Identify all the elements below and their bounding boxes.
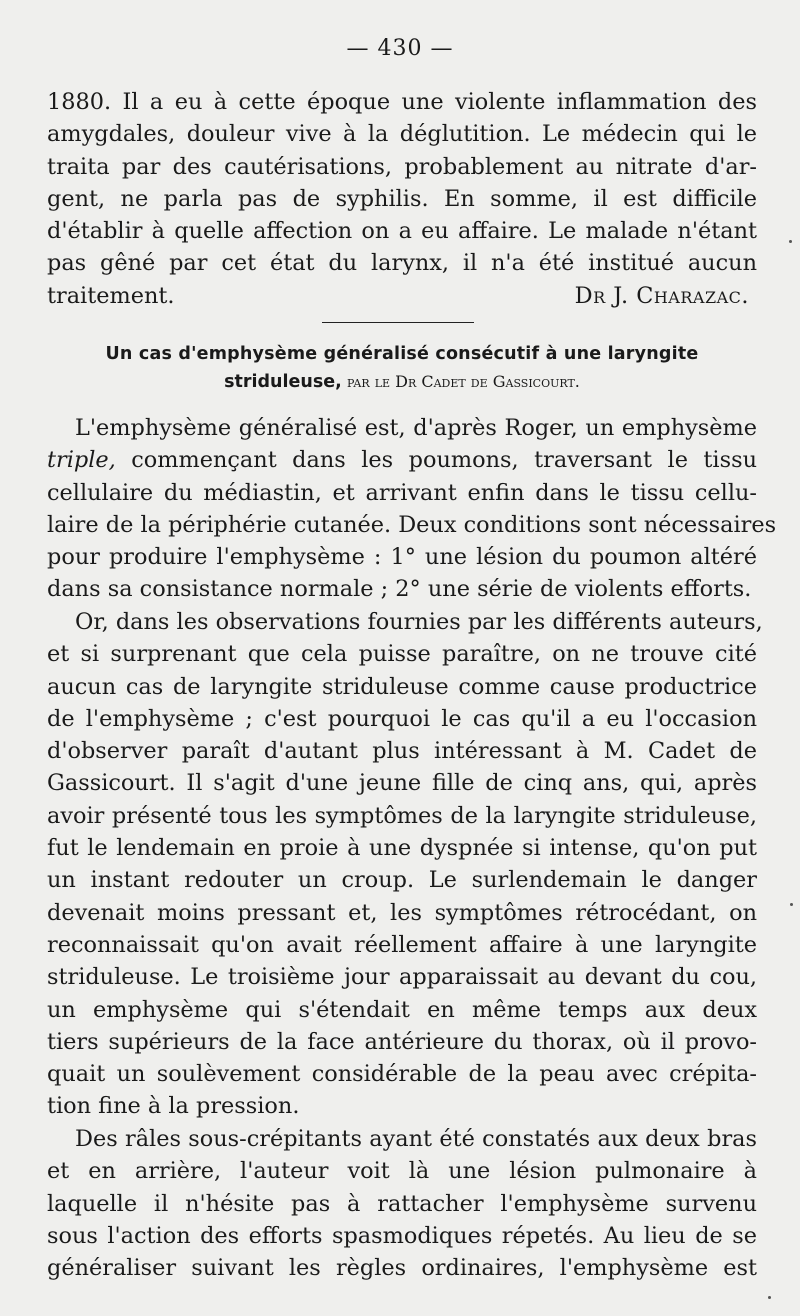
text-line: dans sa consistance normale ; 2° une série de violents efforts. (47, 576, 752, 603)
text-line: fut le lendemain en proie à une dyspnée si intense, qu'on put (47, 835, 757, 862)
text-line: cellulaire du médiastin, et arrivant enfin dans le tissu cellu- (47, 479, 757, 506)
article-title-continued (47, 372, 757, 392)
text-line: un emphysème qui s'étendait en même temps aux deux (47, 996, 757, 1023)
text-line: L'emphysème généralisé est, d'après Roger, un emphysème (75, 415, 757, 441)
article-title: Un cas d'emphysème généralisé consécutif à une laryngite (105, 344, 699, 364)
text-line: quait un soulèvement considérable de la peau avec crépita- (47, 1061, 757, 1088)
text-line: sous l'action des efforts spasmodiques répetés. Au lieu de se (47, 1222, 757, 1249)
emphasized-word: triple, (47, 447, 116, 474)
text-line: triple, commençant dans les poumons, traversant le tissu (47, 447, 757, 474)
article-byline: par le Dr Cadet de Gassicourt. (347, 372, 580, 391)
scan-speck (790, 903, 793, 906)
scan-speck (789, 240, 792, 243)
paragraph-3 (47, 1123, 757, 1284)
closing-word: traitement. (47, 282, 175, 309)
text-line: Or, dans les observations fournies par les différents auteurs, (75, 609, 763, 635)
text-line: d'observer paraît d'autant plus intéressant à M. Cadet de (47, 738, 757, 765)
article-title-end: striduleuse, (224, 372, 342, 392)
previous-article-paragraph (47, 86, 757, 312)
paragraph-1 (47, 412, 777, 606)
text-line: amygdales, douleur vive à la déglutition. Le médecin qui le (47, 121, 757, 148)
text-line: Des râles sous-crépitants ayant été constatés aux deux bras (75, 1126, 757, 1152)
text-line: gent, ne parla pas de syphilis. En somme, il est difficile (47, 185, 757, 212)
text-line: pas gêné par cet état du larynx, il n'a été institué aucun (47, 250, 757, 277)
text-line: laire de la périphérie cutanée. Deux conditions sont nécessaires (47, 511, 777, 538)
text-line: tion fine à la pression. (47, 1093, 300, 1120)
text-line: aucun cas de laryngite striduleuse comme cause productrice (47, 673, 757, 700)
closing-line (47, 280, 757, 312)
text-line: et si surprenant que cela puisse paraître, on ne trouve cité (47, 641, 757, 668)
text-line: un instant redouter un croup. Le surlendemain le danger (47, 867, 757, 894)
section-divider (322, 322, 474, 323)
text-line: Gassicourt. Il s'agit d'une jeune fille de cinq ans, qui, après (47, 770, 757, 797)
text-line: généraliser suivant les règles ordinaires, l'emphysème est (47, 1255, 757, 1282)
text-line: striduleuse. Le troisième jour apparaissait au devant du cou, (47, 964, 757, 991)
scan-speck (768, 1296, 771, 1299)
text-line: avoir présenté tous les symptômes de la laryngite striduleuse, (47, 802, 757, 829)
text-line: et en arrière, l'auteur voit là une lésion pulmonaire à (47, 1158, 757, 1185)
text-line: de l'emphysème ; c'est pourquoi le cas qu'il a eu l'occasion (47, 705, 757, 732)
text-line: tiers supérieurs de la face antérieure du thorax, où il provo- (47, 1028, 757, 1055)
text-line: d'établir à quelle affection on a eu affaire. Le malade n'étant (47, 218, 757, 245)
author-signature: Dr J. Charazac. (574, 282, 749, 309)
text-line: laquelle il n'hésite pas à rattacher l'emphysème survenu (47, 1190, 757, 1217)
text-line: pour produire l'emphysème : 1° une lésion du poumon altéré (47, 544, 757, 571)
text-line: 1880. Il a eu à cette époque une violente inflammation des (47, 89, 757, 115)
text-line: reconnaissait qu'on avait réellement affaire à une laryngite (47, 931, 757, 958)
page-number: — 430 — (346, 36, 454, 61)
paragraph-2 (47, 606, 763, 1123)
text-line: traita par des cautérisations, probablement au nitrate d'ar- (47, 153, 757, 180)
text-line: devenait moins pressant et, les symptômes rétrocédant, on (47, 899, 757, 926)
